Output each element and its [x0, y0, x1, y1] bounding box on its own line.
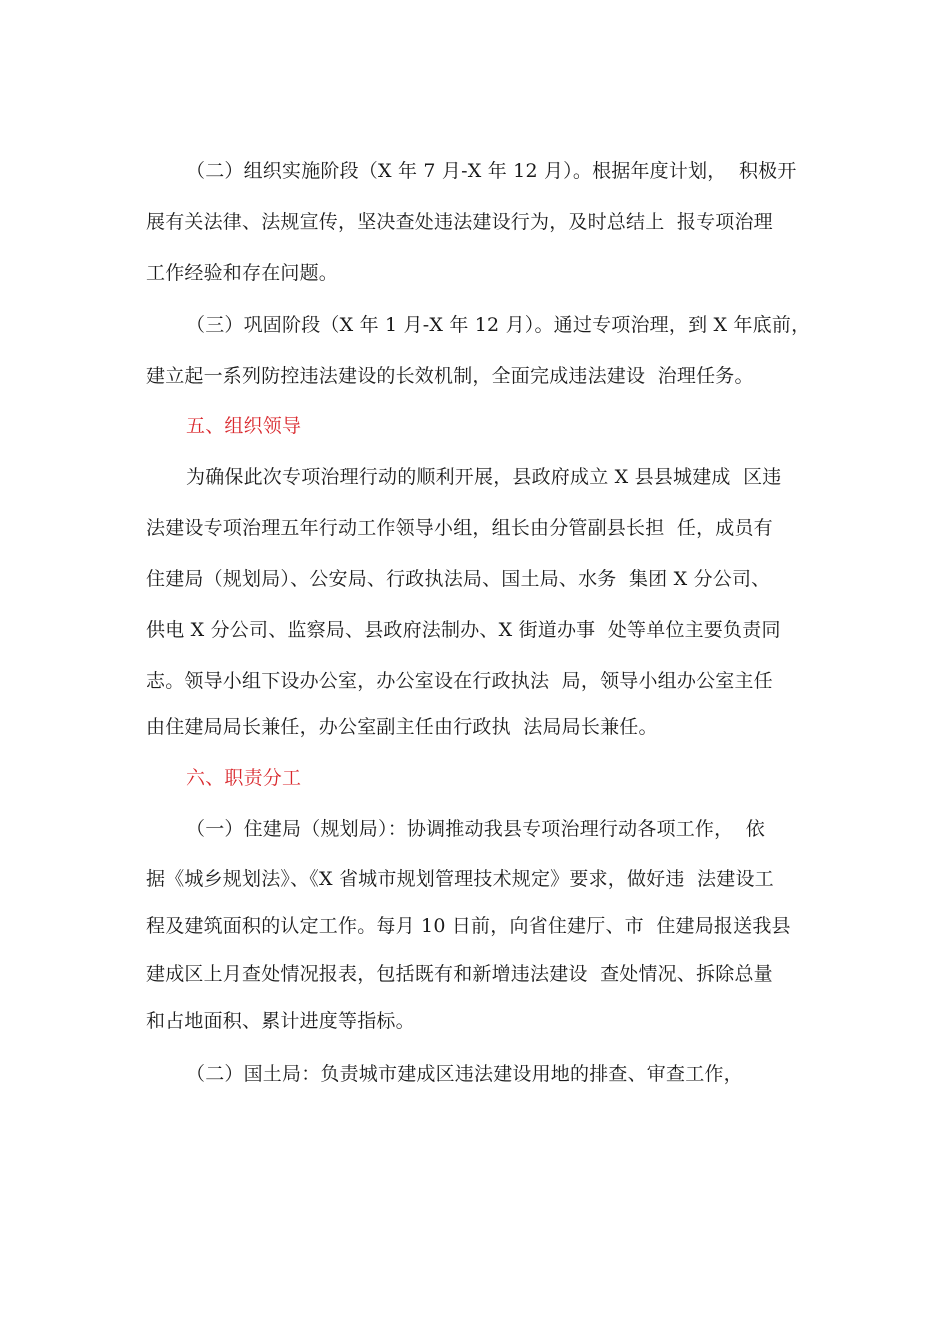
paragraph-line: 法建设专项治理五年行动工作领导小组，组长由分管副县长担 任，成员有: [146, 517, 773, 539]
paragraph-line: （二）国土局：负责城市建成区违法建设用地的排查、审查工作，: [186, 1063, 743, 1085]
paragraph-line: 工作经验和存在问题。: [146, 262, 339, 284]
paragraph-line: 程及建筑面积的认定工作。每月 10 日前，向省住建厅、市 住建局报送我县: [146, 915, 791, 937]
paragraph-line: 建成区上月查处情况报表，包括既有和新增违法建设 查处情况、拆除总量: [146, 963, 773, 985]
paragraph-line: 志。领导小组下设办公室，办公室设在行政执法 局，领导小组办公室主任: [146, 670, 773, 692]
paragraph-line: 由住建局局长兼任，办公室副主任由行政执 法局局长兼任。: [146, 716, 658, 738]
paragraph-line: （一）住建局（规划局）：协调推动我县专项治理行动各项工作， 依: [186, 818, 765, 840]
section-heading: 六、职责分工: [186, 767, 302, 789]
paragraph-line: 据《城乡规划法》、《X 省城市规划管理技术规定》要求，做好违 法建设工: [146, 868, 774, 890]
paragraph-line: 住建局（规划局）、公安局、行政执法局、国土局、水务 集团 X 分公司、: [146, 568, 771, 590]
section-heading: 五、组织领导: [186, 415, 302, 437]
paragraph-line: 展有关法律、法规宣传，坚决查处违法建设行为，及时总结上 报专项治理: [146, 211, 773, 233]
paragraph-line: 建立起一系列防控违法建设的长效机制，全面完成违法建设 治理任务。: [146, 365, 754, 387]
paragraph-line: 和占地面积、累计进度等指标。: [146, 1010, 415, 1032]
paragraph-line: （三）巩固阶段（X 年 1 月-X 年 12 月）。通过专项治理，到 X 年底前，: [186, 314, 811, 336]
paragraph-line: （二）组织实施阶段（X 年 7 月-X 年 12 月）。根据年度计划， 积极开: [186, 160, 797, 182]
paragraph-line: 为确保此次专项治理行动的顺利开展，县政府成立 X 县县城建成 区违: [186, 466, 782, 488]
paragraph-line: 供电 X 分公司、监察局、县政府法制办、X 街道办事 处等单位主要负责同: [146, 619, 781, 641]
